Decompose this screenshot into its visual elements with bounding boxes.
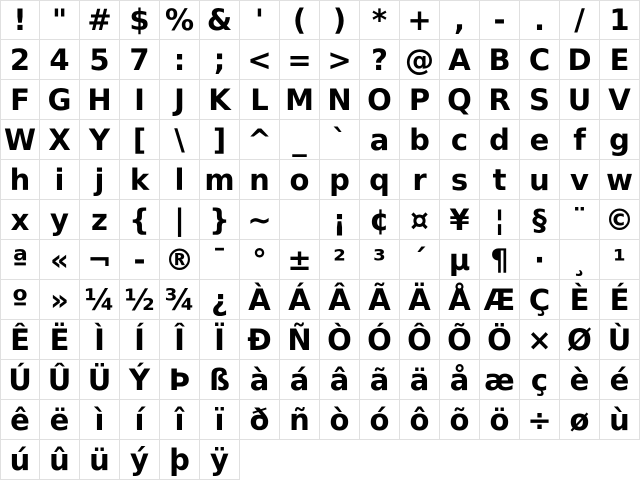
glyph-cell[interactable]: C: [520, 40, 560, 80]
glyph-cell[interactable]: ó: [360, 400, 400, 440]
glyph-cell[interactable]: Û: [40, 360, 80, 400]
glyph-cell[interactable]: ¯: [200, 240, 240, 280]
glyph-cell[interactable]: #: [80, 0, 120, 40]
glyph-cell[interactable]: a: [360, 120, 400, 160]
glyph-cell[interactable]: û: [40, 440, 80, 480]
glyph-cell[interactable]: Æ: [480, 280, 520, 320]
glyph-cell[interactable]: b: [400, 120, 440, 160]
glyph-cell[interactable]: ï: [200, 400, 240, 440]
glyph-cell[interactable]: ~: [240, 200, 280, 240]
glyph-cell[interactable]: §: [520, 200, 560, 240]
glyph-cell[interactable]: |: [160, 200, 200, 240]
glyph-row: [0, 320, 640, 360]
glyph-cell[interactable]: `: [320, 120, 360, 160]
glyph-cell[interactable]: à: [240, 360, 280, 400]
glyph-row: [0, 280, 640, 320]
glyph-cell[interactable]: &: [200, 0, 240, 40]
glyph-cell[interactable]: Õ: [440, 320, 480, 360]
glyph-cell[interactable]: Ú: [0, 360, 40, 400]
glyph-row: [0, 400, 640, 440]
glyph-cell[interactable]: â: [320, 360, 360, 400]
glyph-cell[interactable]: @: [400, 40, 440, 80]
glyph-cell[interactable]: M: [280, 80, 320, 120]
glyph-cell[interactable]: Ì: [80, 320, 120, 360]
glyph-cell[interactable]: ¥: [440, 200, 480, 240]
glyph-cell[interactable]: ^: [240, 120, 280, 160]
glyph-cell[interactable]: è: [560, 360, 600, 400]
glyph-cell[interactable]: ´: [400, 240, 440, 280]
glyph-cell[interactable]: >: [320, 40, 360, 80]
glyph-cell[interactable]: j: [80, 160, 120, 200]
glyph-cell[interactable]: Ç: [520, 280, 560, 320]
glyph-cell[interactable]: ü: [80, 440, 120, 480]
glyph-cell[interactable]: v: [560, 160, 600, 200]
glyph-cell[interactable]: ]: [200, 120, 240, 160]
glyph-cell[interactable]: ê: [0, 400, 40, 440]
glyph-cell[interactable]: í: [120, 400, 160, 440]
glyph-cell[interactable]: õ: [440, 400, 480, 440]
glyph-cell[interactable]: Ö: [480, 320, 520, 360]
glyph-cell[interactable]: Ä: [400, 280, 440, 320]
glyph-cell[interactable]: *: [360, 0, 400, 40]
glyph-cell[interactable]: ?: [360, 40, 400, 80]
glyph-cell[interactable]: }: [200, 200, 240, 240]
glyph-cell[interactable]: _: [280, 120, 320, 160]
glyph-cell[interactable]: ½: [120, 280, 160, 320]
glyph-cell[interactable]: Ë: [40, 320, 80, 360]
glyph-cell[interactable]: È: [560, 280, 600, 320]
glyph-cell[interactable]: ä: [400, 360, 440, 400]
glyph-cell[interactable]: ö: [480, 400, 520, 440]
glyph-cell[interactable]: Ø: [560, 320, 600, 360]
glyph-row: [0, 440, 640, 480]
glyph-cell[interactable]: ô: [400, 400, 440, 440]
glyph-cell[interactable]: Ñ: [280, 320, 320, 360]
glyph-cell[interactable]: N: [320, 80, 360, 120]
glyph-row: [0, 120, 640, 160]
glyph-cell[interactable]: y: [40, 200, 80, 240]
glyph-cell[interactable]: L: [240, 80, 280, 120]
glyph-cell[interactable]: ×: [520, 320, 560, 360]
glyph-cell[interactable]: þ: [160, 440, 200, 480]
glyph-cell[interactable]: +: [400, 0, 440, 40]
glyph-cell[interactable]: w: [600, 160, 640, 200]
glyph-cell[interactable]: ©: [600, 200, 640, 240]
glyph-cell[interactable]: º: [0, 280, 40, 320]
glyph-cell[interactable]: ®: [160, 240, 200, 280]
glyph-cell[interactable]: Í: [120, 320, 160, 360]
glyph-cell[interactable]: h: [0, 160, 40, 200]
glyph-cell[interactable]: À: [240, 280, 280, 320]
glyph-row: [0, 0, 640, 40]
glyph-cell[interactable]: 7: [120, 40, 160, 80]
glyph-cell[interactable]: é: [600, 360, 640, 400]
glyph-cell[interactable]: k: [120, 160, 160, 200]
glyph-cell[interactable]: ¬: [80, 240, 120, 280]
glyph-cell[interactable]: Ý: [120, 360, 160, 400]
glyph-cell[interactable]: W: [0, 120, 40, 160]
glyph-cell[interactable]: ð: [240, 400, 280, 440]
glyph-cell[interactable]: Ò: [320, 320, 360, 360]
glyph-cell[interactable]: ·: [520, 240, 560, 280]
glyph-cell[interactable]: É: [600, 280, 640, 320]
glyph-cell[interactable]: u: [520, 160, 560, 200]
glyph-cell[interactable]: q: [360, 160, 400, 200]
glyph-cell[interactable]: z: [80, 200, 120, 240]
glyph-cell[interactable]: F: [0, 80, 40, 120]
glyph-cell[interactable]: ¡: [320, 200, 360, 240]
glyph-cell[interactable]: K: [200, 80, 240, 120]
glyph-cell[interactable]: ¢: [360, 200, 400, 240]
glyph-cell[interactable]: s: [440, 160, 480, 200]
glyph-cell[interactable]: ñ: [280, 400, 320, 440]
glyph-cell[interactable]: e: [520, 120, 560, 160]
glyph-cell[interactable]: i: [40, 160, 80, 200]
glyph-cell[interactable]: [: [120, 120, 160, 160]
glyph-cell[interactable]: t: [480, 160, 520, 200]
glyph-cell[interactable]: Î: [160, 320, 200, 360]
glyph-cell[interactable]: (: [280, 0, 320, 40]
glyph-cell[interactable]: ë: [40, 400, 80, 440]
glyph-cell[interactable]: ª: [0, 240, 40, 280]
glyph-cell[interactable]: o: [280, 160, 320, 200]
glyph-cell[interactable]: r: [400, 160, 440, 200]
glyph-cell-blank[interactable]: [280, 200, 320, 240]
glyph-cell[interactable]: Q: [440, 80, 480, 120]
glyph-cell[interactable]: =: [280, 40, 320, 80]
glyph-row: [0, 160, 640, 200]
glyph-cell[interactable]: G: [40, 80, 80, 120]
glyph-cell[interactable]: Ó: [360, 320, 400, 360]
glyph-cell[interactable]: 1: [600, 0, 640, 40]
glyph-cell[interactable]: R: [480, 80, 520, 120]
glyph-cell[interactable]: I: [120, 80, 160, 120]
glyph-cell[interactable]: x: [0, 200, 40, 240]
glyph-cell[interactable]: Á: [280, 280, 320, 320]
glyph-cell[interactable]: ¨: [560, 200, 600, 240]
glyph-cell[interactable]: c: [440, 120, 480, 160]
glyph-cell[interactable]: 5: [80, 40, 120, 80]
glyph-cell[interactable]: 2: [0, 40, 40, 80]
glyph-cell[interactable]: -: [120, 240, 160, 280]
glyph-cell[interactable]: ÿ: [200, 440, 240, 480]
glyph-cell[interactable]: H: [80, 80, 120, 120]
glyph-cell[interactable]: /: [560, 0, 600, 40]
glyph-cell[interactable]: ): [320, 0, 360, 40]
glyph-cell[interactable]: ": [40, 0, 80, 40]
glyph-cell[interactable]: g: [600, 120, 640, 160]
glyph-cell[interactable]: %: [160, 0, 200, 40]
glyph-cell[interactable]: n: [240, 160, 280, 200]
glyph-cell[interactable]: B: [480, 40, 520, 80]
glyph-cell[interactable]: ³: [360, 240, 400, 280]
glyph-cell[interactable]: ò: [320, 400, 360, 440]
glyph-cell[interactable]: ø: [560, 400, 600, 440]
glyph-row: [0, 240, 640, 280]
glyph-row: [0, 40, 640, 80]
glyph-cell[interactable]: Ô: [400, 320, 440, 360]
glyph-cell[interactable]: ¦: [480, 200, 520, 240]
glyph-cell[interactable]: \: [160, 120, 200, 160]
glyph-cell[interactable]: Ê: [0, 320, 40, 360]
glyph-cell[interactable]: ': [240, 0, 280, 40]
glyph-cell[interactable]: ú: [0, 440, 40, 480]
glyph-cell[interactable]: «: [40, 240, 80, 280]
glyph-cell[interactable]: ¶: [480, 240, 520, 280]
glyph-cell[interactable]: »: [40, 280, 80, 320]
glyph-cell[interactable]: ì: [80, 400, 120, 440]
glyph-cell[interactable]: S: [520, 80, 560, 120]
glyph-cell[interactable]: Ã: [360, 280, 400, 320]
glyph-cell[interactable]: ß: [200, 360, 240, 400]
glyph-cell[interactable]: P: [400, 80, 440, 120]
glyph-cell[interactable]: -: [480, 0, 520, 40]
glyph-cell[interactable]: :: [160, 40, 200, 80]
glyph-cell[interactable]: ¼: [80, 280, 120, 320]
glyph-cell[interactable]: p: [320, 160, 360, 200]
glyph-row: [0, 80, 640, 120]
glyph-cell[interactable]: l: [160, 160, 200, 200]
glyph-cell[interactable]: !: [0, 0, 40, 40]
glyph-cell[interactable]: $: [120, 0, 160, 40]
glyph-cell[interactable]: ù: [600, 400, 640, 440]
glyph-cell[interactable]: ²: [320, 240, 360, 280]
glyph-cell[interactable]: f: [560, 120, 600, 160]
glyph-cell[interactable]: ¤: [400, 200, 440, 240]
glyph-cell[interactable]: 4: [40, 40, 80, 80]
glyph-cell[interactable]: Ù: [600, 320, 640, 360]
glyph-cell[interactable]: ;: [200, 40, 240, 80]
glyph-cell[interactable]: {: [120, 200, 160, 240]
glyph-cell[interactable]: ÷: [520, 400, 560, 440]
glyph-cell[interactable]: å: [440, 360, 480, 400]
glyph-cell[interactable]: á: [280, 360, 320, 400]
glyph-cell[interactable]: ,: [440, 0, 480, 40]
glyph-cell[interactable]: ã: [360, 360, 400, 400]
glyph-cell[interactable]: Ð: [240, 320, 280, 360]
glyph-cell[interactable]: ý: [120, 440, 160, 480]
glyph-cell[interactable]: °: [240, 240, 280, 280]
glyph-cell[interactable]: A: [440, 40, 480, 80]
glyph-cell[interactable]: X: [40, 120, 80, 160]
glyph-cell[interactable]: µ: [440, 240, 480, 280]
glyph-cell[interactable]: Y: [80, 120, 120, 160]
glyph-row: [0, 200, 640, 240]
glyph-cell[interactable]: d: [480, 120, 520, 160]
glyph-cell[interactable]: ¸: [560, 240, 600, 280]
glyph-cell[interactable]: E: [600, 40, 640, 80]
glyph-cell[interactable]: Ü: [80, 360, 120, 400]
glyph-cell[interactable]: V: [600, 80, 640, 120]
glyph-row: [0, 360, 640, 400]
glyph-cell[interactable]: ¾: [160, 280, 200, 320]
glyph-cell[interactable]: ¿: [200, 280, 240, 320]
glyph-cell[interactable]: D: [560, 40, 600, 80]
glyph-cell[interactable]: ¹: [600, 240, 640, 280]
glyph-cell[interactable]: Â: [320, 280, 360, 320]
glyph-cell[interactable]: æ: [480, 360, 520, 400]
glyph-cell[interactable]: Ï: [200, 320, 240, 360]
glyph-cell[interactable]: m: [200, 160, 240, 200]
glyph-cell[interactable]: <: [240, 40, 280, 80]
glyph-cell[interactable]: ±: [280, 240, 320, 280]
glyph-cell[interactable]: U: [560, 80, 600, 120]
glyph-cell[interactable]: .: [520, 0, 560, 40]
glyph-cell[interactable]: O: [360, 80, 400, 120]
glyph-cell[interactable]: Þ: [160, 360, 200, 400]
glyph-cell[interactable]: J: [160, 80, 200, 120]
glyph-cell[interactable]: ç: [520, 360, 560, 400]
glyph-cell[interactable]: î: [160, 400, 200, 440]
glyph-cell[interactable]: Å: [440, 280, 480, 320]
